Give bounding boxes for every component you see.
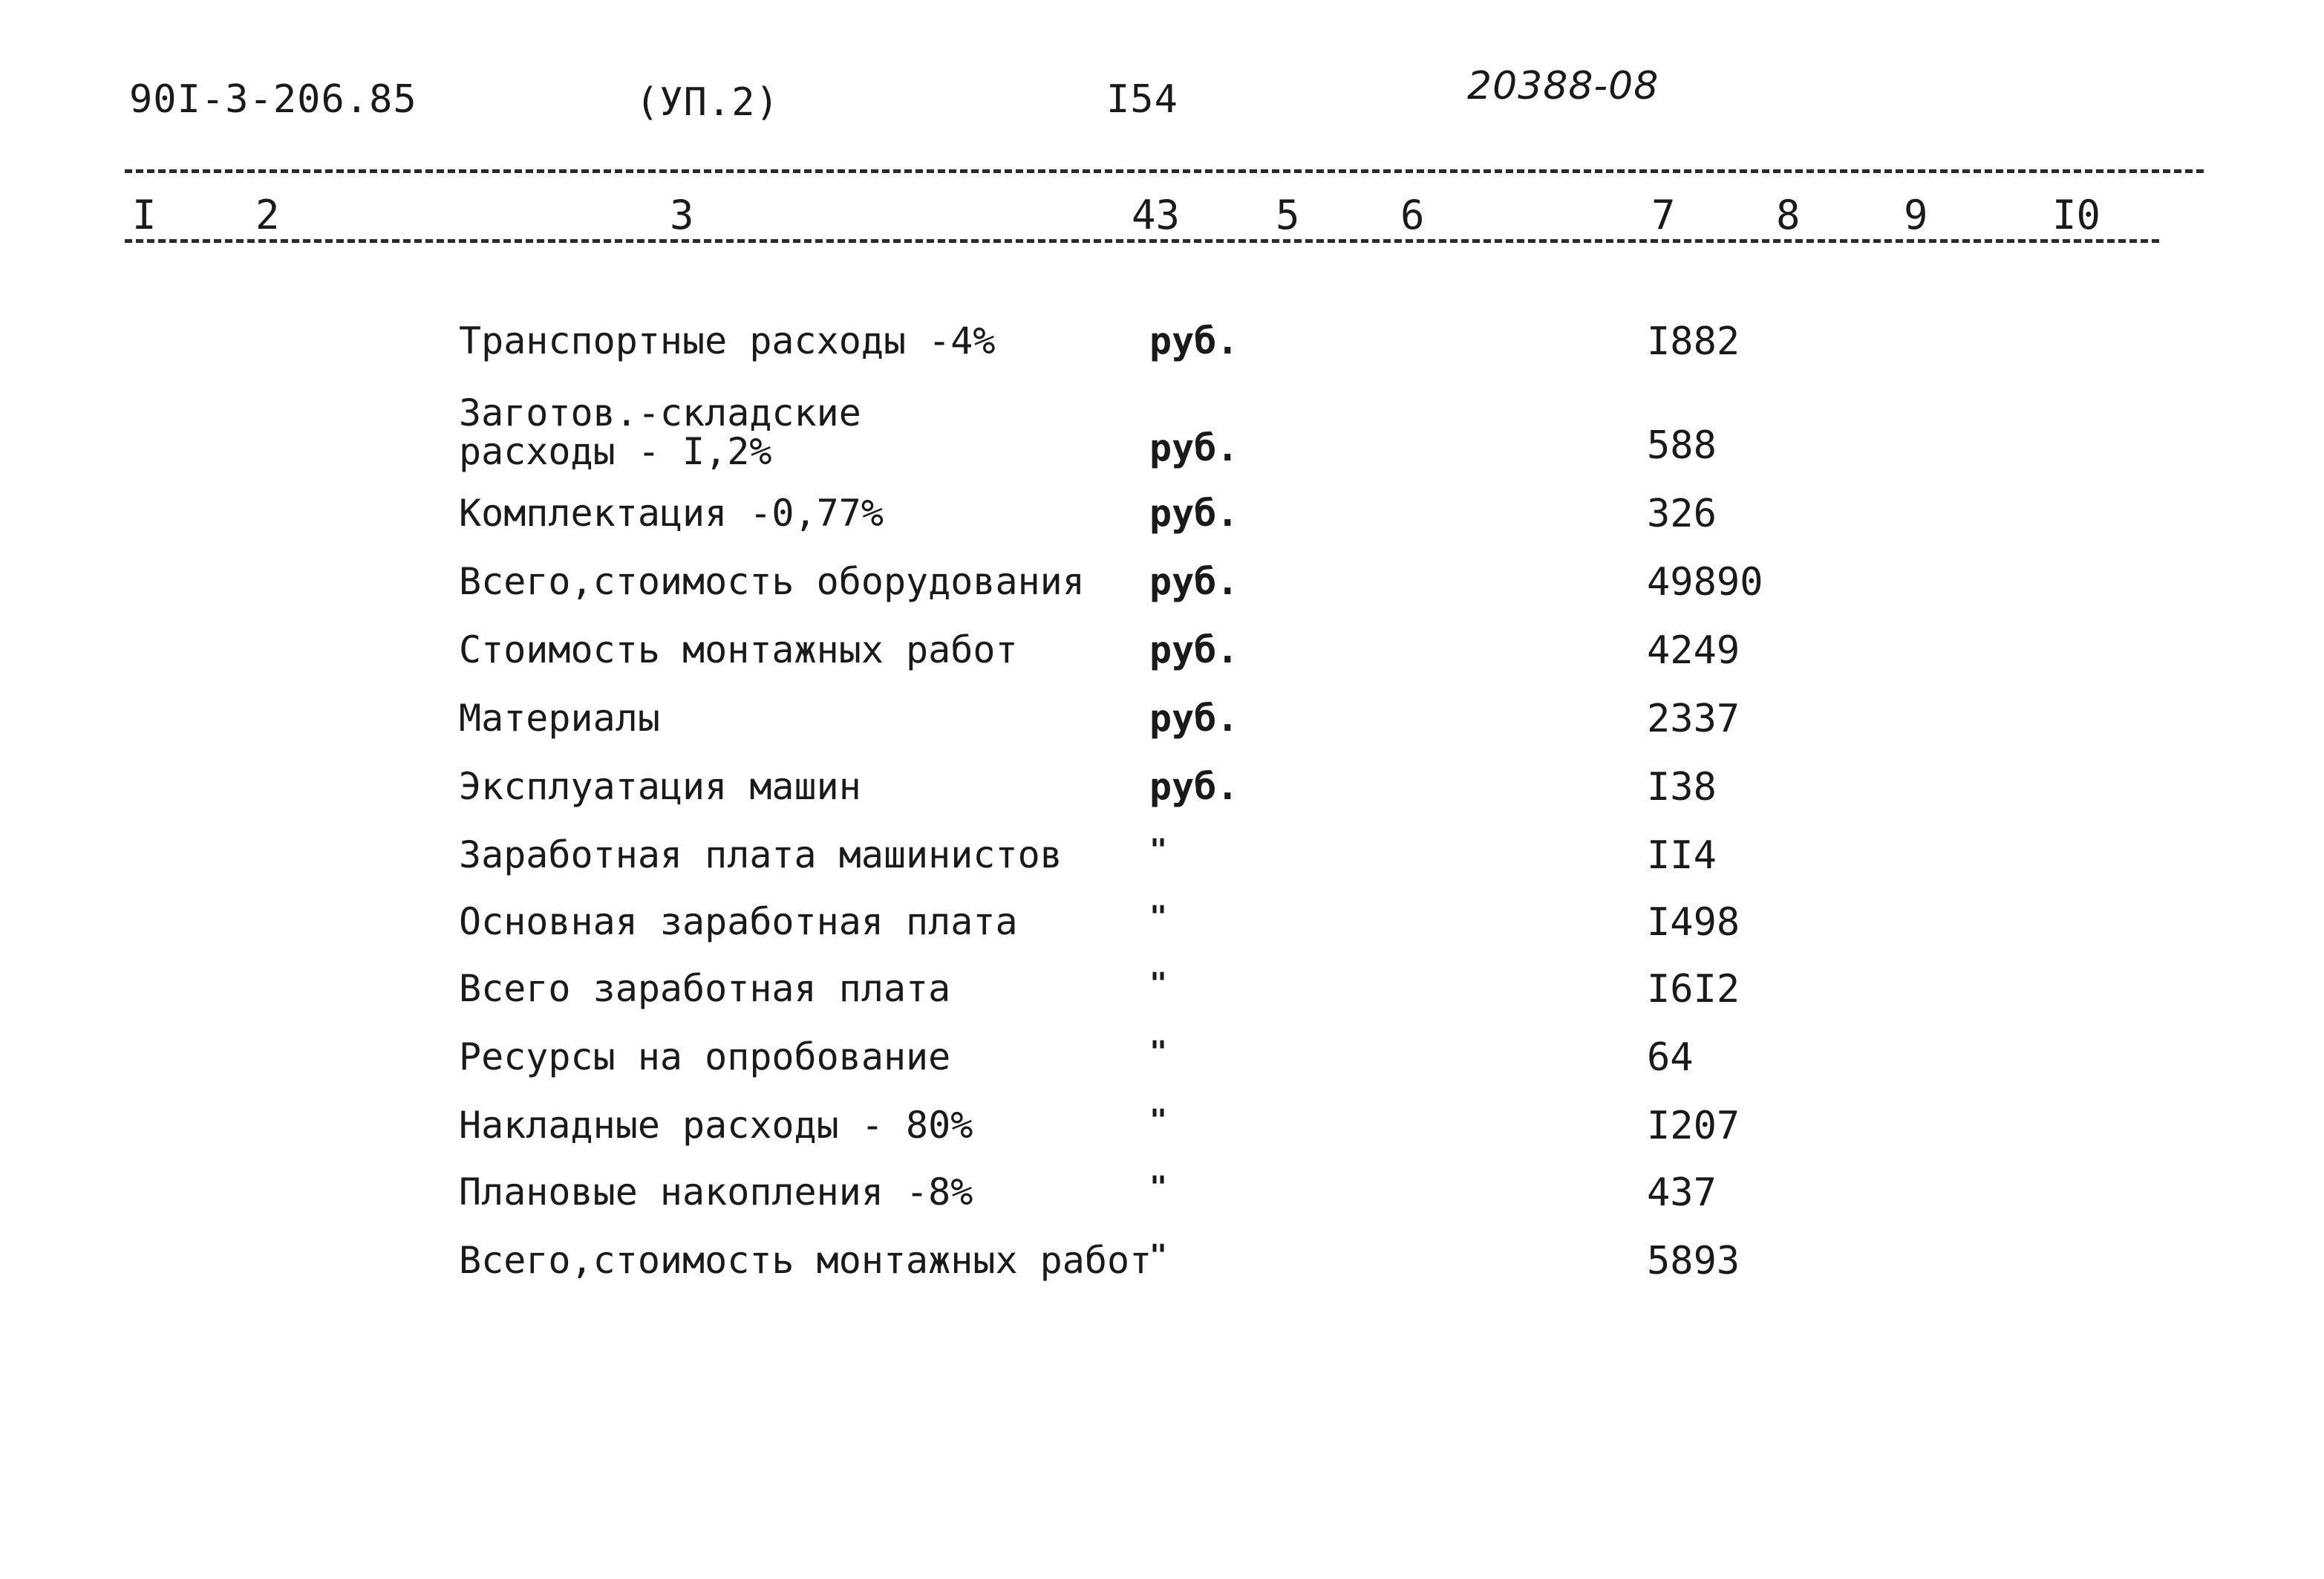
page-number: I54 (1106, 77, 1178, 122)
row-unit: " (1149, 833, 1168, 867)
table-row (0, 492, 2324, 544)
row-value: 4249 (1647, 628, 1740, 673)
row-name: Эксплуатация машин (459, 765, 861, 808)
column-number: 9 (1904, 192, 1928, 238)
inventory-number: 20388-08 (1467, 64, 1659, 108)
row-name: Материалы (459, 697, 660, 740)
row-name: Ресурсы на опробование (459, 1035, 951, 1078)
row-name: Всего,стоимость оборудования (459, 560, 1085, 603)
row-unit: " (1149, 1171, 1168, 1205)
column-dashed-rule (125, 239, 2159, 243)
table-row (0, 1171, 2324, 1222)
row-value: 5893 (1647, 1239, 1740, 1283)
row-name: Стоимость монтажных работ (459, 628, 1018, 671)
row-unit: руб. (1149, 319, 1239, 362)
top-dashed-rule (125, 169, 2204, 173)
column-number: 8 (1776, 192, 1801, 238)
column-number: I (132, 192, 157, 238)
row-unit: " (1149, 1035, 1168, 1070)
column-number: 43 (1132, 192, 1181, 238)
row-name: Транспортные расходы -4% (459, 319, 996, 362)
row-name-line: расходы - I,2% (459, 430, 772, 473)
column-number: 3 (670, 192, 694, 238)
table-row (0, 1239, 2324, 1291)
row-name (459, 391, 861, 473)
row-value: I882 (1647, 319, 1740, 364)
row-name: Основная заработная плата (459, 900, 1018, 943)
table-row (0, 697, 2324, 749)
row-value: I6I2 (1647, 967, 1740, 1012)
table-row (0, 1035, 2324, 1087)
row-name: Заработная плата машинистов (459, 833, 1063, 876)
row-unit: руб. (1149, 628, 1239, 671)
row-value: 64 (1647, 1035, 1694, 1080)
album-label: (УП.2) (636, 80, 780, 125)
table-row (0, 319, 2324, 371)
row-name-line: Заготов.-складские (459, 391, 861, 434)
table-row (0, 628, 2324, 680)
table-row (0, 765, 2324, 817)
row-unit: руб. (1149, 426, 1239, 469)
row-value: I38 (1647, 765, 1717, 810)
row-unit: " (1149, 1104, 1168, 1138)
column-number: I0 (2052, 192, 2101, 238)
column-number: 7 (1651, 192, 1676, 238)
row-value: 49890 (1647, 560, 1763, 605)
row-value: 2337 (1647, 697, 1740, 741)
row-name: Накладные расходы - 80% (459, 1104, 973, 1147)
row-unit: руб. (1149, 765, 1239, 808)
table-row (0, 900, 2324, 952)
row-unit: " (1149, 967, 1168, 1001)
row-name: Плановые накопления -8% (459, 1171, 973, 1214)
row-value: 326 (1647, 492, 1717, 536)
row-unit: руб. (1149, 492, 1239, 535)
row-value: 437 (1647, 1171, 1717, 1215)
row-unit: руб. (1149, 560, 1239, 603)
column-number: 5 (1276, 192, 1300, 238)
row-name: Комплектация -0,77% (459, 492, 884, 535)
row-unit: " (1149, 900, 1168, 934)
table-row (0, 967, 2324, 1019)
doc-code: 90I-3-206.85 (129, 77, 417, 122)
row-name: Всего,стоимость монтажных работ (459, 1239, 1152, 1282)
row-unit: руб. (1149, 697, 1239, 740)
table-row (0, 1104, 2324, 1156)
row-unit: " (1149, 1239, 1168, 1273)
table-row (0, 833, 2324, 885)
row-value: 588 (1647, 423, 1717, 468)
row-name: Всего заработная плата (459, 967, 951, 1010)
column-number: 2 (255, 192, 280, 238)
row-value: I207 (1647, 1104, 1740, 1148)
table-row (0, 391, 2324, 475)
column-number: 6 (1400, 192, 1425, 238)
row-value: II4 (1647, 833, 1717, 878)
table-row (0, 560, 2324, 612)
row-value: I498 (1647, 900, 1740, 945)
